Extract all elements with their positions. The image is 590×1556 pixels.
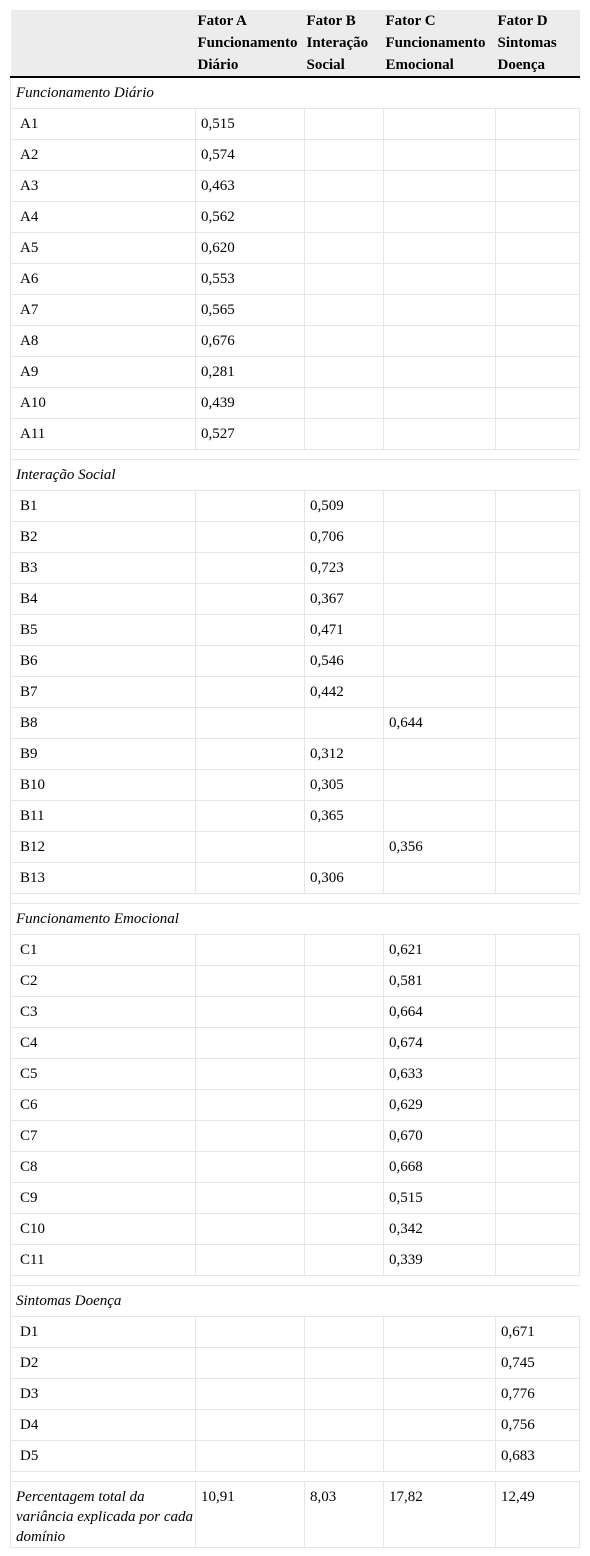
loading-cell xyxy=(496,202,580,233)
total-variance-label: Percentagem total da variância explicada por cada domínio xyxy=(11,1482,196,1548)
loading-cell: 0,723 xyxy=(305,553,384,584)
loading-cell xyxy=(305,295,384,326)
table-row xyxy=(11,1059,580,1090)
item-label-cell: C7 xyxy=(11,1121,196,1152)
table-row xyxy=(11,1379,580,1410)
table-row xyxy=(11,1090,580,1121)
item-label-cell: C4 xyxy=(11,1028,196,1059)
loading-cell: 0,756 xyxy=(496,1410,580,1441)
table-row xyxy=(11,1152,580,1183)
loading-cell xyxy=(384,357,496,388)
section-title: Funcionamento Emocional xyxy=(11,904,580,935)
loading-cell: 0,509 xyxy=(305,491,384,522)
loading-cell xyxy=(305,1441,384,1472)
item-label-cell: C2 xyxy=(11,966,196,997)
loading-cell xyxy=(496,140,580,171)
item-label-cell: A7 xyxy=(11,295,196,326)
item-label-cell: A1 xyxy=(11,109,196,140)
loading-cell xyxy=(196,770,305,801)
loading-cell xyxy=(305,1059,384,1090)
item-label-cell: A5 xyxy=(11,233,196,264)
loading-cell xyxy=(496,233,580,264)
loading-cell xyxy=(496,1028,580,1059)
loading-cell: 0,621 xyxy=(384,935,496,966)
loading-cell xyxy=(496,1090,580,1121)
loading-cell xyxy=(384,295,496,326)
loading-cell xyxy=(305,419,384,450)
table-row xyxy=(11,615,580,646)
loading-cell xyxy=(196,935,305,966)
table-row xyxy=(11,584,580,615)
loading-cell: 0,674 xyxy=(384,1028,496,1059)
loading-cell xyxy=(305,997,384,1028)
item-label-cell: B1 xyxy=(11,491,196,522)
header-factor-c: Fator C Funcionamento Emocional xyxy=(384,10,496,77)
header-factor-a: Fator A Funcionamento Diário xyxy=(196,10,305,77)
table-row xyxy=(11,1028,580,1059)
loading-cell xyxy=(196,1348,305,1379)
loading-cell xyxy=(305,357,384,388)
loading-cell xyxy=(305,109,384,140)
table-row xyxy=(11,109,580,140)
loading-cell xyxy=(196,1183,305,1214)
loading-cell xyxy=(496,832,580,863)
item-label-cell: C8 xyxy=(11,1152,196,1183)
loading-cell xyxy=(496,522,580,553)
loading-cell xyxy=(496,863,580,894)
loading-cell xyxy=(384,419,496,450)
section-spacer xyxy=(11,450,580,460)
loading-cell xyxy=(496,708,580,739)
loading-cell xyxy=(384,1379,496,1410)
loading-cell xyxy=(496,1245,580,1276)
table-row xyxy=(11,1183,580,1214)
loading-cell: 0,644 xyxy=(384,708,496,739)
loading-cell xyxy=(496,326,580,357)
loading-cell xyxy=(305,1410,384,1441)
table-row xyxy=(11,553,580,584)
loading-cell: 0,546 xyxy=(305,646,384,677)
table-row xyxy=(11,388,580,419)
loading-cell xyxy=(196,1090,305,1121)
loading-cell xyxy=(196,966,305,997)
table-row xyxy=(11,1245,580,1276)
table-row xyxy=(11,677,580,708)
table-row xyxy=(11,357,580,388)
table-row xyxy=(11,522,580,553)
table-body xyxy=(11,77,580,1548)
table-row xyxy=(11,708,580,739)
loading-cell xyxy=(384,1317,496,1348)
loading-cell xyxy=(496,646,580,677)
item-label-cell: B8 xyxy=(11,708,196,739)
loading-cell xyxy=(196,1121,305,1152)
loading-cell: 0,620 xyxy=(196,233,305,264)
loading-cell: 0,471 xyxy=(305,615,384,646)
total-variance-value: 12,49 xyxy=(496,1482,580,1548)
loading-cell xyxy=(496,264,580,295)
loading-cell xyxy=(196,832,305,863)
loading-cell xyxy=(384,388,496,419)
loading-cell xyxy=(305,140,384,171)
total-variance-value: 8,03 xyxy=(305,1482,384,1548)
loading-cell xyxy=(305,966,384,997)
item-label-cell: D2 xyxy=(11,1348,196,1379)
section-spacer xyxy=(11,1472,580,1482)
table-row xyxy=(11,264,580,295)
item-label-cell: B3 xyxy=(11,553,196,584)
item-label-cell: B4 xyxy=(11,584,196,615)
total-variance-value: 17,82 xyxy=(384,1482,496,1548)
loading-cell xyxy=(196,863,305,894)
loading-cell: 0,562 xyxy=(196,202,305,233)
loading-cell: 0,367 xyxy=(305,584,384,615)
table-row xyxy=(11,491,580,522)
loading-cell xyxy=(305,832,384,863)
loading-cell xyxy=(384,739,496,770)
loading-cell: 0,683 xyxy=(496,1441,580,1472)
loading-cell xyxy=(496,966,580,997)
loading-cell xyxy=(305,1183,384,1214)
item-label-cell: B5 xyxy=(11,615,196,646)
loading-cell: 0,671 xyxy=(496,1317,580,1348)
loading-cell: 0,565 xyxy=(196,295,305,326)
loading-cell: 0,574 xyxy=(196,140,305,171)
loading-cell xyxy=(305,1214,384,1245)
loading-cell xyxy=(196,801,305,832)
loading-cell xyxy=(384,677,496,708)
item-label-cell: C9 xyxy=(11,1183,196,1214)
loading-cell xyxy=(196,1028,305,1059)
loading-cell xyxy=(305,1317,384,1348)
section-spacer xyxy=(11,1276,580,1286)
loading-cell: 0,356 xyxy=(384,832,496,863)
loading-cell xyxy=(496,615,580,646)
table-row xyxy=(11,1121,580,1152)
loading-cell xyxy=(496,357,580,388)
loading-cell xyxy=(196,491,305,522)
section-title: Sintomas Doença xyxy=(11,1286,580,1317)
loading-cell xyxy=(496,553,580,584)
item-label-cell: B10 xyxy=(11,770,196,801)
table-row xyxy=(11,140,580,171)
loading-cell xyxy=(496,1183,580,1214)
loading-cell xyxy=(496,677,580,708)
loading-cell xyxy=(384,584,496,615)
loading-cell xyxy=(196,584,305,615)
loading-cell: 0,664 xyxy=(384,997,496,1028)
loading-cell xyxy=(384,140,496,171)
loading-cell xyxy=(384,1348,496,1379)
loading-cell xyxy=(496,770,580,801)
item-label-cell: B11 xyxy=(11,801,196,832)
loading-cell: 0,342 xyxy=(384,1214,496,1245)
item-label-cell: A9 xyxy=(11,357,196,388)
loading-cell: 0,515 xyxy=(196,109,305,140)
loading-cell xyxy=(196,615,305,646)
item-label-cell: B13 xyxy=(11,863,196,894)
item-label-cell: C10 xyxy=(11,1214,196,1245)
loading-cell xyxy=(496,997,580,1028)
loading-cell xyxy=(384,863,496,894)
loading-cell xyxy=(496,1059,580,1090)
loading-cell: 0,706 xyxy=(305,522,384,553)
loading-cell xyxy=(196,1059,305,1090)
total-variance-value: 10,91 xyxy=(196,1482,305,1548)
loading-cell xyxy=(196,1441,305,1472)
loading-cell xyxy=(384,522,496,553)
item-label-cell: D5 xyxy=(11,1441,196,1472)
loading-cell xyxy=(305,264,384,295)
item-label-cell: B12 xyxy=(11,832,196,863)
header-factor-b: Fator B Interação Social xyxy=(305,10,384,77)
table-row xyxy=(11,770,580,801)
loading-cell xyxy=(305,1121,384,1152)
loading-cell xyxy=(496,1121,580,1152)
section-header-row xyxy=(11,904,580,935)
item-label-cell: D4 xyxy=(11,1410,196,1441)
item-label-cell: D1 xyxy=(11,1317,196,1348)
table-row xyxy=(11,419,580,450)
loading-cell: 0,668 xyxy=(384,1152,496,1183)
table-row xyxy=(11,1317,580,1348)
item-label-cell: C1 xyxy=(11,935,196,966)
table-row xyxy=(11,1410,580,1441)
section-title: Funcionamento Diário xyxy=(11,77,580,109)
item-label-cell: A6 xyxy=(11,264,196,295)
loading-cell xyxy=(196,1317,305,1348)
loading-cell xyxy=(496,1152,580,1183)
loading-cell: 0,305 xyxy=(305,770,384,801)
loading-cell xyxy=(305,202,384,233)
table-row xyxy=(11,997,580,1028)
table-row xyxy=(11,739,580,770)
table-row xyxy=(11,202,580,233)
loading-cell xyxy=(305,326,384,357)
loading-cell: 0,312 xyxy=(305,739,384,770)
loading-cell xyxy=(196,1245,305,1276)
loading-cell: 0,629 xyxy=(384,1090,496,1121)
loading-cell xyxy=(305,1090,384,1121)
item-label-cell: A4 xyxy=(11,202,196,233)
item-label-cell: B2 xyxy=(11,522,196,553)
loading-cell: 0,439 xyxy=(196,388,305,419)
loading-cell: 0,676 xyxy=(196,326,305,357)
item-label-cell: C5 xyxy=(11,1059,196,1090)
loading-cell xyxy=(496,801,580,832)
header-factor-d: Fator D Sintomas Doença xyxy=(496,10,580,77)
section-spacer xyxy=(11,894,580,904)
section-header-row xyxy=(11,1286,580,1317)
loading-cell: 0,515 xyxy=(384,1183,496,1214)
loading-cell: 0,365 xyxy=(305,801,384,832)
table-row xyxy=(11,1441,580,1472)
loading-cell xyxy=(496,295,580,326)
table-row xyxy=(11,863,580,894)
item-label-cell: C11 xyxy=(11,1245,196,1276)
loading-cell xyxy=(384,202,496,233)
loading-cell xyxy=(384,109,496,140)
table-row xyxy=(11,1348,580,1379)
loading-cell xyxy=(305,171,384,202)
section-header-row xyxy=(11,460,580,491)
loading-cell xyxy=(305,935,384,966)
loading-cell xyxy=(496,419,580,450)
loading-cell xyxy=(305,1245,384,1276)
loading-cell xyxy=(305,708,384,739)
loading-cell: 0,281 xyxy=(196,357,305,388)
loading-cell xyxy=(196,739,305,770)
loading-cell: 0,442 xyxy=(305,677,384,708)
table-row xyxy=(11,233,580,264)
loading-cell: 0,745 xyxy=(496,1348,580,1379)
loading-cell xyxy=(384,171,496,202)
loading-cell xyxy=(196,1379,305,1410)
table-row xyxy=(11,326,580,357)
loading-cell xyxy=(196,1214,305,1245)
total-variance-row xyxy=(11,1482,580,1548)
section-header-row xyxy=(11,77,580,109)
item-label-cell: A11 xyxy=(11,419,196,450)
loading-cell xyxy=(196,677,305,708)
loading-cell xyxy=(496,935,580,966)
loading-cell xyxy=(384,233,496,264)
loading-cell xyxy=(196,1152,305,1183)
item-label-cell: B9 xyxy=(11,739,196,770)
loading-cell xyxy=(196,708,305,739)
loading-cell: 0,633 xyxy=(384,1059,496,1090)
loading-cell xyxy=(384,553,496,584)
loading-cell: 0,463 xyxy=(196,171,305,202)
loading-cell xyxy=(384,264,496,295)
loading-cell xyxy=(305,1152,384,1183)
table-row xyxy=(11,171,580,202)
table-row xyxy=(11,832,580,863)
loading-cell xyxy=(196,1410,305,1441)
loading-cell: 0,670 xyxy=(384,1121,496,1152)
table-row xyxy=(11,646,580,677)
loading-cell xyxy=(384,1441,496,1472)
loading-cell xyxy=(384,1410,496,1441)
loading-cell xyxy=(384,770,496,801)
loading-cell: 0,306 xyxy=(305,863,384,894)
loading-cell: 0,527 xyxy=(196,419,305,450)
table-row xyxy=(11,295,580,326)
loading-cell: 0,339 xyxy=(384,1245,496,1276)
item-label-cell: A3 xyxy=(11,171,196,202)
table-header-row xyxy=(11,10,580,77)
table-row xyxy=(11,801,580,832)
loading-cell xyxy=(384,801,496,832)
loading-cell xyxy=(305,388,384,419)
table-row xyxy=(11,935,580,966)
loading-cell xyxy=(496,109,580,140)
loading-cell: 0,776 xyxy=(496,1379,580,1410)
loading-cell xyxy=(305,233,384,264)
table-row xyxy=(11,966,580,997)
loading-cell xyxy=(496,1214,580,1245)
loading-cell xyxy=(496,171,580,202)
loading-cell xyxy=(384,491,496,522)
loading-cell xyxy=(496,491,580,522)
loading-cell xyxy=(305,1348,384,1379)
loading-cell xyxy=(196,646,305,677)
item-label-cell: A2 xyxy=(11,140,196,171)
item-label-cell: A8 xyxy=(11,326,196,357)
loading-cell: 0,581 xyxy=(384,966,496,997)
section-title: Interação Social xyxy=(11,460,580,491)
loading-cell xyxy=(496,388,580,419)
item-label-cell: C3 xyxy=(11,997,196,1028)
loading-cell xyxy=(305,1028,384,1059)
loading-cell xyxy=(384,326,496,357)
item-label-cell: D3 xyxy=(11,1379,196,1410)
header-item-column xyxy=(11,10,196,77)
loading-cell xyxy=(496,584,580,615)
loading-cell xyxy=(305,1379,384,1410)
loading-cell xyxy=(384,646,496,677)
factor-loadings-table xyxy=(10,10,580,1548)
item-label-cell: B7 xyxy=(11,677,196,708)
table-row xyxy=(11,1214,580,1245)
loading-cell: 0,553 xyxy=(196,264,305,295)
item-label-cell: C6 xyxy=(11,1090,196,1121)
item-label-cell: B6 xyxy=(11,646,196,677)
loading-cell xyxy=(196,522,305,553)
loading-cell xyxy=(384,615,496,646)
loading-cell xyxy=(196,997,305,1028)
loading-cell xyxy=(496,739,580,770)
item-label-cell: A10 xyxy=(11,388,196,419)
loading-cell xyxy=(196,553,305,584)
